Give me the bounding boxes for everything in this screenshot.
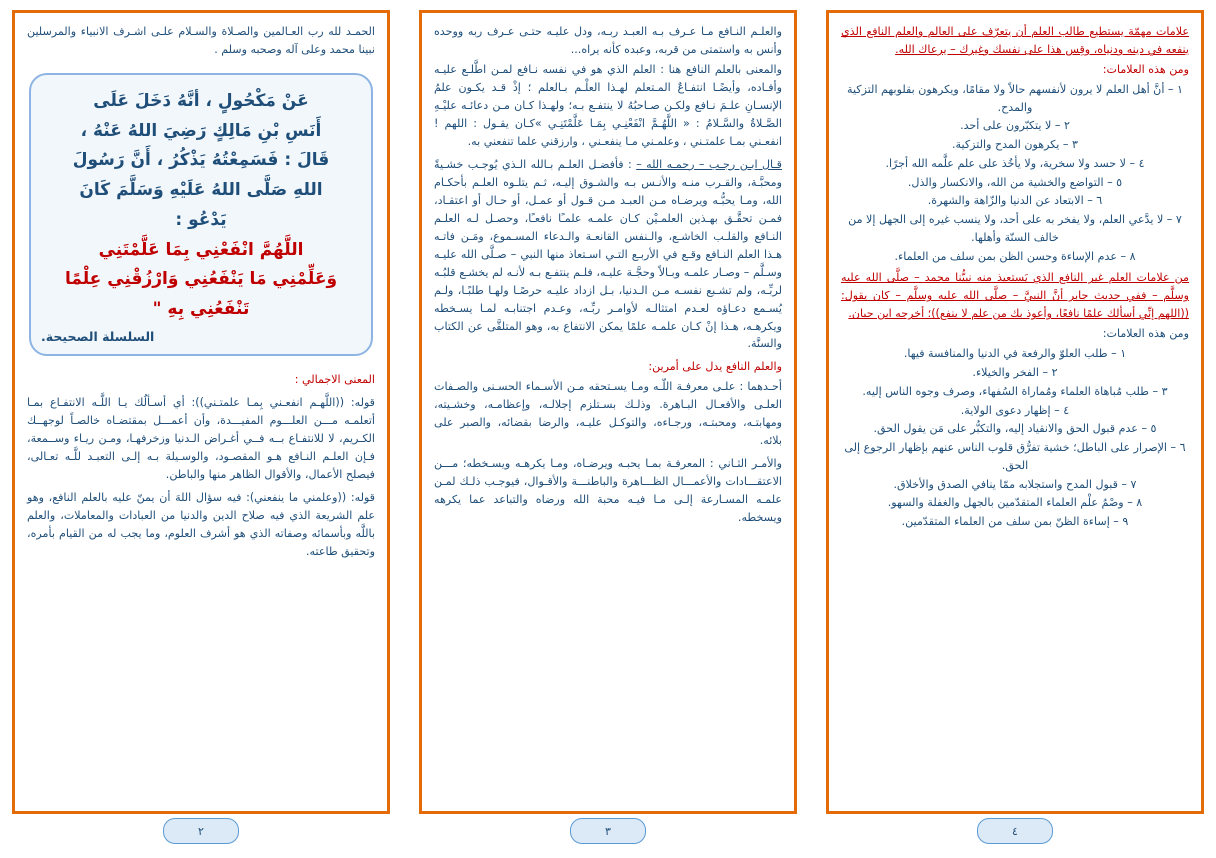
page2-intro: الحمـد لله رب العـالمين والصـلاة والسـلام علـى اشـرف الانبياء والمرسلين نبينا محمد وعلى آله وصحبه وسلم . — [27, 25, 375, 56]
list-item: ٣ – يكرهون المدح والتزكية. — [952, 138, 1078, 152]
list-item: ٣ – طلب مُباهاة العلماء ومُماراة السُفهاء، وصرف وجوه الناس إليه. — [862, 384, 1168, 398]
list-item: ٤ – لا حسد ولا سخرية، ولا يأخُذ على علم علَّمه الله أجرًا. — [885, 156, 1145, 170]
hadith-line-3: قَالَ : فَسَمِعْتُهُ يَذْكُرُ ، أَنَّ رَسُولَ — [72, 150, 330, 171]
hadith-line-5: يَدْعُو : — [175, 209, 227, 230]
hadith-dua-line-2: وَعَلِّمْنِي مَا يَنْفَعُنِي وَارْزُقْنِي عِلْمًا — [64, 269, 338, 290]
page2-body-1: قوله: ((اللَّهـم انفعـني بِمـا علمتـني)): أي أسـألُك يـا اللَّـه الانتفـاع بمـا أتعلمـه مـــن العلـــوم المفيـــدة، وأن أعمـــل بمقتضـاه خالصـاً لوجهــك الكـريم، لا للانتفـاع بــه فــي أغـراض الـدنيا وزخرفهـا، ومـن ريـاء وســمعة، فـإن العلـم النـافع هـو المقصـود، والوسـيلة بـه إلـى التعبـد للَّـه تعـالى، فيصلح الأعمال، والأقوال الظاهر منها والباطن. — [27, 395, 375, 481]
list-item: ٨ – عدم الإساءة وحسن الظن بمن سلف من العلماء. — [894, 249, 1136, 263]
hadith-dua-line-1: اللَّهُمَّ انْفَعْنِي بِمَا عَلَّمْتَنِي — [98, 239, 304, 260]
list-item: ٩ – إساءة الظنّ بمن سلف من العلماء المتقدّمين. — [901, 515, 1129, 529]
page3-para-2-part-3: »كـان يقـول : اللهم ! انفعـني بمـا علمتـني ، وعلمـني مـا ينفعـني ، وارزقني علما تنفعني به. — [434, 116, 782, 148]
page4-heading-3: ومن هذه العلامات: — [1102, 327, 1189, 341]
list-item: ٨ – وصْمُ علْم العلماء المتقدّمين بالجهل والغفلة والسهو. — [887, 496, 1143, 510]
list-item: ١ – أنَّ أهل العلم لا يرون لأنفسهم حالاً ولا مقامًا، ويكرهون بقلوبهم التزكية والمدح. — [847, 82, 1183, 114]
page3-para-1: والعلـم النـافع مـا عـرف بـه العبـد ربـه، ودل عليـه حتـى عـرف ربه ووحده وأنس به واستمتى من قربه، وعبده كأنه يراه... — [434, 25, 782, 56]
page4-heading-1: ومن هذه العلامات: — [1102, 62, 1189, 76]
page3-heading-two-matters: والعلم النافع يدل على أمرين: — [648, 360, 782, 374]
page3-para-3: : فأفضـل العلـم بـالله الـذي يُوجـب خشـيةً ومحبَّـة، والقـرب منـه والأنـس بـه والشـوق إليـه، ثـم يتلـوه العلـم بأحكـام الله، ومـا يحبُّـه ويرضـاه مـن العبـد مـن قـول أو عمـل، أو حـال أو اعتقـاد، فمـن تحقَّـق بهـذين العلمـيْن كـان علمـه علمـًا نافعـًا، وحصـل لـه العلـم النـافع والقلـب الخاشـع، والـنفس القانعـة والـدعاء المسـموع، ومَـن فاتـه هـذا العلم النـافع وقـع في الأربـع التـي اسـتعاذ منها النبي – صـلَّى الله عليـه وسـلَّم – وصـار علمـه وبـالاً وحجَّـة عليـه، فلـم ينتفـع بـه لأنـه لم يخشـع قلبُـه لربِّـه، ولم تشـبع نفسـه مـن الـدنيا، بـل ازداد عليـه حرصًـا ولهـا طلبًـا، ولـم يُسـمع دعـاؤه لعـدم امتثالـه لأوامـر ربِّـه، وعـدم اجتنابـه لمـا يسـخطه ويكرهـه، هـذا إنْ كـان علمـه علمًا يمكن الانتفاع به، وهو المتلقَّى عن الكتاب والسنَّة. — [434, 157, 782, 351]
page-4-frame — [826, 10, 1204, 814]
page-2-number-wrap — [12, 814, 390, 848]
page4-intro: علامات مهمّة يستطيع طالب العلم أن يتعرّف على العالم والعلم النافع الذي ينفعه في دينه ودنياه، وقِس هذا على نفسك وغيرك – يرعاك الله. — [841, 25, 1189, 56]
page3-point-2-text: : المعرفـة بمـا يحبـه ويرضـاه، ومـا يكرهـه ويسـخطه؛ مـــن الاعتقـــادات والأعمـــال الظـــاهرة والباطنـــة والأقـوال، فيوجـب ذلـك لمـن علمـه المسـارعة إلـى مـا فيـه محبة الله ورضاه والتباعد عما يكرهه ويسخطه. — [434, 457, 782, 525]
hadith-source: السلسلة الصحيحة. — [41, 328, 155, 344]
hadith-line-4: اللهِ صَلَّى اللهُ عَلَيْهِ وَسَلَّمَ كَانَ — [79, 180, 323, 201]
list-item: ٢ – الفخر والخيلاء. — [972, 366, 1058, 380]
page3-dua-quote: اللَّهُـمَّ انْفَعْنِـي بِمَـا عَلَّمْتَنِـي — [547, 116, 677, 130]
list-item: ١ – طلب العلوّ والرفعة في الدنيا والمنافسة فيها. — [903, 347, 1127, 361]
list-item: ٥ – عدم قبول الحق والانقياد إليه، والتكبُّر على مَن يقول الحق. — [873, 422, 1157, 436]
page-3-number-wrap — [419, 814, 797, 848]
page2-body-2: قوله: ((وعلمني ما ينفعني): فيه سؤال اللهَ أن يمنّ عليه بالعلم النافع، وهو علم الشريعة الذي فيه صلاح الدين والدنيا من العبادات والمعاملات، والعلم باللَّه وبأسمائه وصفاته الذي هو أشرف العلوم، وما يجب له من القيام بأمره، وتحقيق طاعته. — [27, 490, 375, 558]
hadith-box — [29, 73, 373, 356]
page3-para-2-part-1: والمعنى بالعلم النافع هنا : العلم الذي هو في نفسه نـافع لمـن اطَّلـع عليـه وأفـاده، وأيضًـا انتفـاعٌ المـتعلم لهـذا العلْـم بـالعلم ؛ إذْ قـد يكـون علمُ الإنسـانِ علـمَ نـافع ولكـن صـاحبُهُ لا ينتفـع بـه؛ ولهـذا كـان مـن دعائـه عليْـهِ الصَّـلاةُ والسَّـلامُ : « — [434, 62, 783, 130]
page-4-number-wrap — [826, 814, 1204, 848]
page3-point-2-label: والأمـر الثـاني — [718, 457, 782, 471]
page3-quote-block — [434, 156, 782, 354]
page-number: ٣ — [570, 818, 646, 844]
list-item: ٦ – الابتعاد عن الدنيا والزّاهة والشهرة. — [927, 194, 1103, 208]
hadith-dua-line-3: تَنْفَعُنِي بِهِ " — [152, 299, 250, 320]
page3-para-2 — [434, 61, 782, 151]
page4-heading-2: من علامات العلم غير النافع الذي يَستعيذ منه نبيُّنا محمد – صلَّى الله عليه وسلَّم – ففي حديث جابر أنَّ النبيَّ – صلَّى الله عليه وسلَّم – كان يقول: ((اللهم إنِّي أسألك علمًا نافعًا، وأعوذ بك من علم لا ينفع))؛ أخرجه ابن حبان. — [841, 271, 1189, 321]
page2-summary-title: المعنى الاجمالي : — [294, 372, 375, 386]
hadith-line-1: عَنْ مَكْحُولٍ ، أنَّهُ دَخَلَ عَلَى — [93, 90, 309, 111]
list-item: ٥ – التواضع والخشية من الله، والانكسار والذل. — [907, 175, 1123, 189]
list-item: ٤ – إظهار دعوى الولاية. — [960, 403, 1070, 417]
page3-point-2 — [434, 455, 782, 527]
list-item: ٧ – لا يدَّعي العلم، ولا يفخر به على أحد، ولا ينسب غيره إلى الجهل إلا من خالف السنّة وأهلها. — [848, 213, 1182, 244]
page3-point-1-label: أحـدهما — [747, 380, 782, 394]
list-item: ٢ – لا يتكبّرون على أحد. — [960, 119, 1070, 133]
page-2-frame — [12, 10, 390, 814]
page-number: ٤ — [977, 818, 1053, 844]
page-number: ٢ — [163, 818, 239, 844]
page3-heading-ibn-rajab: قـال ابـن رجـب – رحمـه الله – — [636, 157, 782, 171]
page-3 — [419, 10, 797, 848]
page3-point-1-text: : علـى معرفـة اللّـه ومـا يسـتحقه مـن الأسـماء الحسـنى والصـفات العلـى والأفعـال البـاهرة. وذلـك بسـتلزم إجلالـه، وإعظامـه، وخشـيته، ومهابتـه، ومحبتـه، ورجـاءه، والتوكـل عليـه، والرضا بقضائه، والصبر على بلائه. — [434, 380, 782, 448]
page-2 — [12, 10, 390, 848]
list-item: ٦ – الإصرار على الباطل؛ خشية تفرُّق قلوب الناس عنهم بإظهار الرجوع إلى الحق. — [844, 441, 1186, 472]
hadith-line-2: أَنَسِ بْنِ مَالِكٍ رَضِيَ اللهُ عَنْهُ ، — [80, 120, 322, 141]
page3-point-1 — [434, 378, 782, 450]
page-3-frame — [419, 10, 797, 814]
list-item: ٧ – قبول المدح واستجلابه ممّا ينافي الصدق والأخلاق. — [893, 477, 1137, 491]
page-4 — [826, 10, 1204, 848]
